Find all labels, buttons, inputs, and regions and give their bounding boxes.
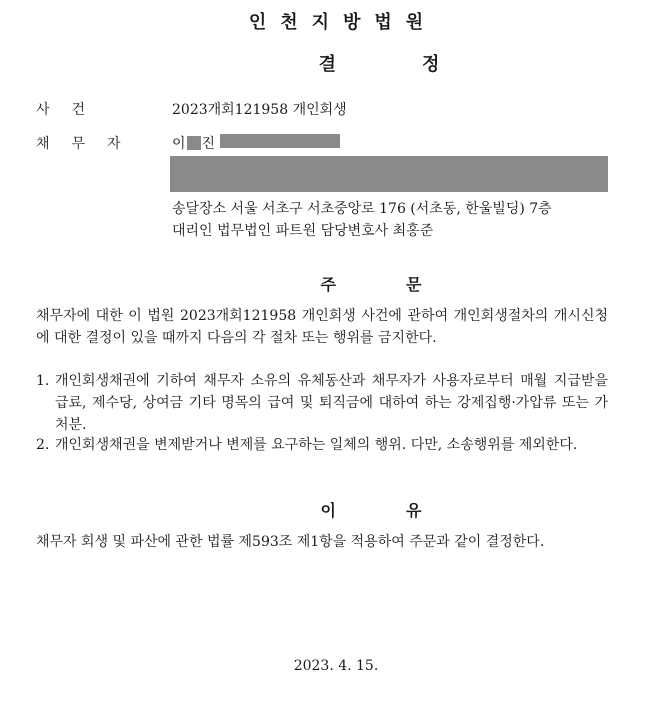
document-title: 결정 [318, 54, 526, 75]
decision-date: 2023. 4. 15. [293, 658, 379, 674]
order-item-2 [36, 434, 608, 456]
service-address: 송달장소 서울 서초구 서초중앙로 176 (서초동, 한울빌딩) 7층 [172, 201, 552, 217]
order-item-text: 개인회생채권에 기하여 채무자 소유의 유체동산과 채무자가 사용자로부터 매월 지급받을 급료, 제수당, 상여금 기타 명목의 급여 및 퇴직금에 대하여 하는 강제집행·가압류 또는 가처분. [55, 373, 608, 433]
debtor-name [172, 133, 215, 153]
reason-heading: 이유 [320, 501, 492, 520]
reason-text: 채무자 회생 및 파산에 관한 법률 제593조 제1항을 적용하여 주문과 같이 결정한다. [36, 534, 545, 550]
debtor-name-last: 진 [201, 136, 216, 152]
debtor-label: 채무자 [36, 136, 143, 152]
debtor-name-redaction [187, 136, 201, 150]
debtor-address-redaction [170, 156, 608, 192]
legal-agent: 대리인 법무법인 파트원 담당변호사 최홍준 [172, 223, 434, 239]
case-value: 2023개회121958 개인회생 [172, 102, 347, 118]
case-label: 사건 [36, 102, 108, 118]
debtor-name-first: 이 [172, 136, 186, 152]
court-name: 인천지방법원 [248, 12, 438, 33]
order-heading: 주문 [320, 275, 492, 294]
order-item-text: 개인회생채권을 변제받거나 변제를 요구하는 일체의 행위. 다만, 소송행위를 제외한다. [55, 437, 578, 453]
debtor-id-redaction [220, 134, 340, 148]
order-item-1 [36, 370, 608, 436]
order-item-number: 1. [36, 373, 50, 389]
order-item-number: 2. [36, 437, 50, 453]
order-intro: 채무자에 대한 이 법원 2023개회121958 개인회생 사건에 관하여 개인회생절차의 개시신청에 대한 결정이 있을 때까지 다음의 각 절차 또는 행위를 금지한다. [36, 308, 608, 346]
